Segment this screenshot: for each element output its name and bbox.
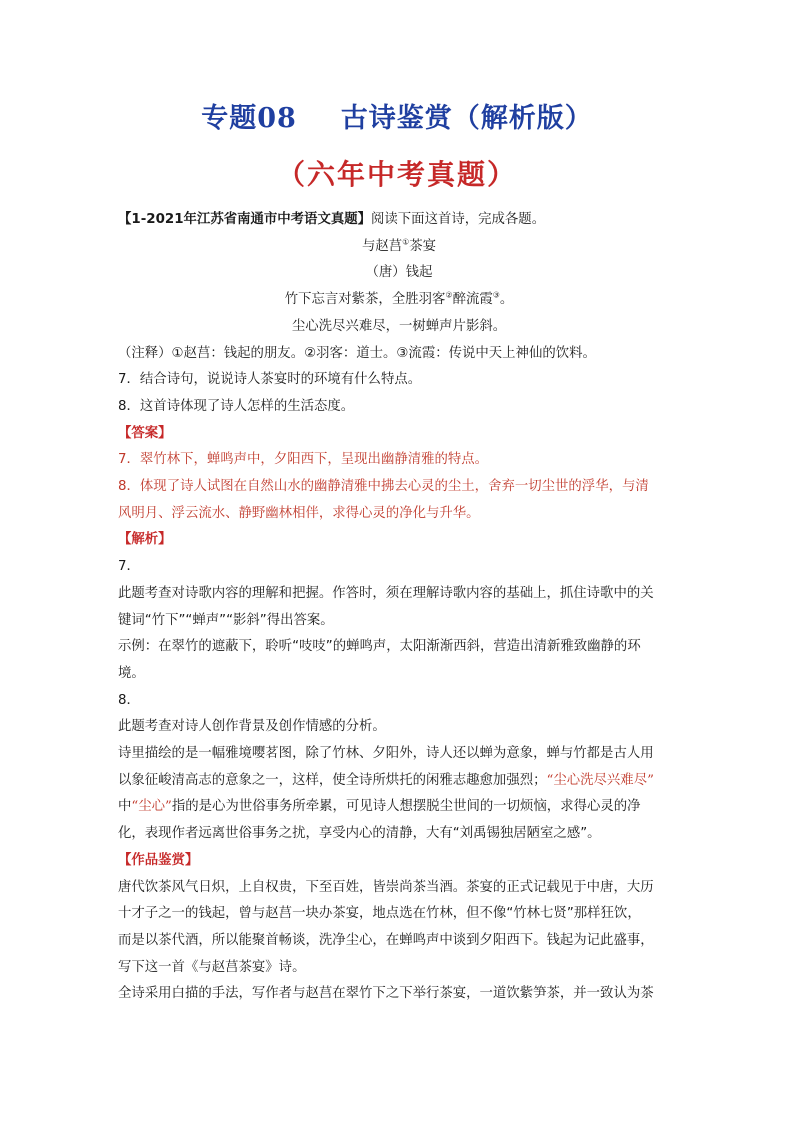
poem-title-text-a: 与赵莒	[361, 238, 403, 254]
answer-8-line-2: 风明月、浮云流水、静野幽林相伴，求得心灵的净化与升华。	[118, 505, 480, 521]
question-8: 8．这首诗体现了诗人怎样的生活态度。	[118, 398, 355, 414]
footnote-marker-3: ③	[492, 290, 500, 300]
analysis-8-line-4-text-b: 指的是心为世俗事务所牵累，可见诗人想摆脱尘世间的一切烦恼，求得心灵的净	[171, 799, 641, 815]
analysis-7-line-1: 此题考查对诗歌内容的理解和把握。作答时，须在理解诗歌内容的基础上，抓住诗歌中的关	[118, 585, 654, 601]
footnote-marker-1: ①	[402, 237, 410, 247]
poem-line-1-a: 竹下忘言对紫茶，全胜羽客	[284, 292, 446, 308]
page-subtitle: （六年中考真题）	[276, 158, 517, 191]
title-part-2: 古诗鉴赏（解析版）	[340, 103, 593, 134]
question-intro	[118, 207, 680, 234]
title-part-1: 专题08	[201, 103, 297, 134]
example-line-1: 示例：在翠竹的遮蔽下，聆听“吱吱”的蝉鸣声，太阳渐渐西斜，营造出清新雅致幽静的环	[118, 639, 641, 655]
appreciation-line-1: 唐代饮茶风气日炽，上自权贵，下至百姓，皆崇尚茶当酒。茶宴的正式记载见于中唐，大历	[118, 879, 654, 895]
analysis-heading: 【解析】	[118, 532, 172, 548]
question-source: 【1-2021年江苏省南通市中考语文真题】	[118, 212, 372, 227]
analysis-8-line-5: 化，表现作者远离世俗事务之扰，享受内心的清静，大有“刘禹锡独居陋室之感”。	[118, 826, 601, 842]
analysis-7-line-2: 键词“竹下”“蝉声”“影斜”得出答案。	[118, 612, 334, 628]
poem-line-1-b: 醉流霞	[452, 292, 493, 308]
analysis-8-line-2: 诗里描绘的是一幅雅境嘤茗图，除了竹林、夕阳外，诗人还以蝉为意象，蝉与竹都是古人用	[118, 746, 654, 762]
document-body	[118, 207, 680, 1008]
poem-line-1-c: 。	[499, 292, 514, 308]
answer-8-line-1: 8．体现了诗人试图在自然山水的幽静清雅中拂去心灵的尘土，舍弃一切尘世的浮华，与清	[118, 479, 649, 495]
appreciation-line-2: 十才子之一的钱起，曾与赵莒一块办茶宴，地点选在竹林，但不像“竹林七贤”那样狂饮，	[118, 906, 641, 922]
appreciation-heading: 【作品鉴赏】	[118, 852, 199, 868]
appreciation-line-3: 而是以茶代酒，所以能聚首畅谈，洗净尘心，在蝉鸣声中谈到夕阳西下。钱起为记此盛事，	[118, 932, 654, 948]
appreciation-line-5: 全诗采用白描的手法，写作者与赵莒在翠竹下之下举行茶宴，一道饮紫笋茶，并一致认为茶	[118, 986, 654, 1002]
appreciation-line-4: 写下这一首《与赵莒茶宴》诗。	[118, 959, 306, 975]
footnote-marker-2: ②	[445, 290, 453, 300]
poem-title	[118, 234, 680, 261]
answer-7: 7．翠竹林下，蝉鸣声中，夕阳西下，呈现出幽静清雅的特点。	[118, 452, 489, 468]
analysis-8-quote-1: “尘心洗尽兴难尽”	[546, 772, 654, 788]
poem-title-text-b: 茶宴	[409, 238, 437, 254]
analysis-number-8: 8．	[118, 692, 140, 708]
analysis-8-line-3-text: 以象征峻清高志的意象之一，这样，使全诗所烘托的闲雅志趣愈加强烈；	[118, 772, 547, 788]
analysis-8-line-4	[118, 794, 680, 821]
poem-notes: （注释）①赵莒：钱起的朋友。②羽客：道士。③流霞：传说中天上神仙的饮料。	[118, 345, 596, 361]
poem-line-1	[118, 287, 680, 314]
example-line-2: 境。	[118, 665, 145, 681]
analysis-8-line-4-text-a: 中	[118, 799, 132, 815]
question-instruction: 阅读下面这首诗，完成各题。	[371, 212, 546, 227]
analysis-number-7: 7．	[118, 559, 140, 575]
analysis-8-line-3	[118, 768, 680, 795]
question-7: 7．结合诗句，说说诗人茶宴时的环境有什么特点。	[118, 372, 422, 388]
analysis-8-quote-2: “尘心”	[131, 799, 172, 815]
answer-heading: 【答案】	[118, 425, 172, 441]
poem-author: （唐）钱起	[365, 265, 433, 281]
analysis-8-line-1: 此题考查对诗人创作背景及创作情感的分析。	[118, 719, 386, 735]
poem-line-2: 尘心洗尽兴难尽，一树蝉声片影斜。	[291, 318, 507, 334]
page-title	[0, 96, 794, 135]
